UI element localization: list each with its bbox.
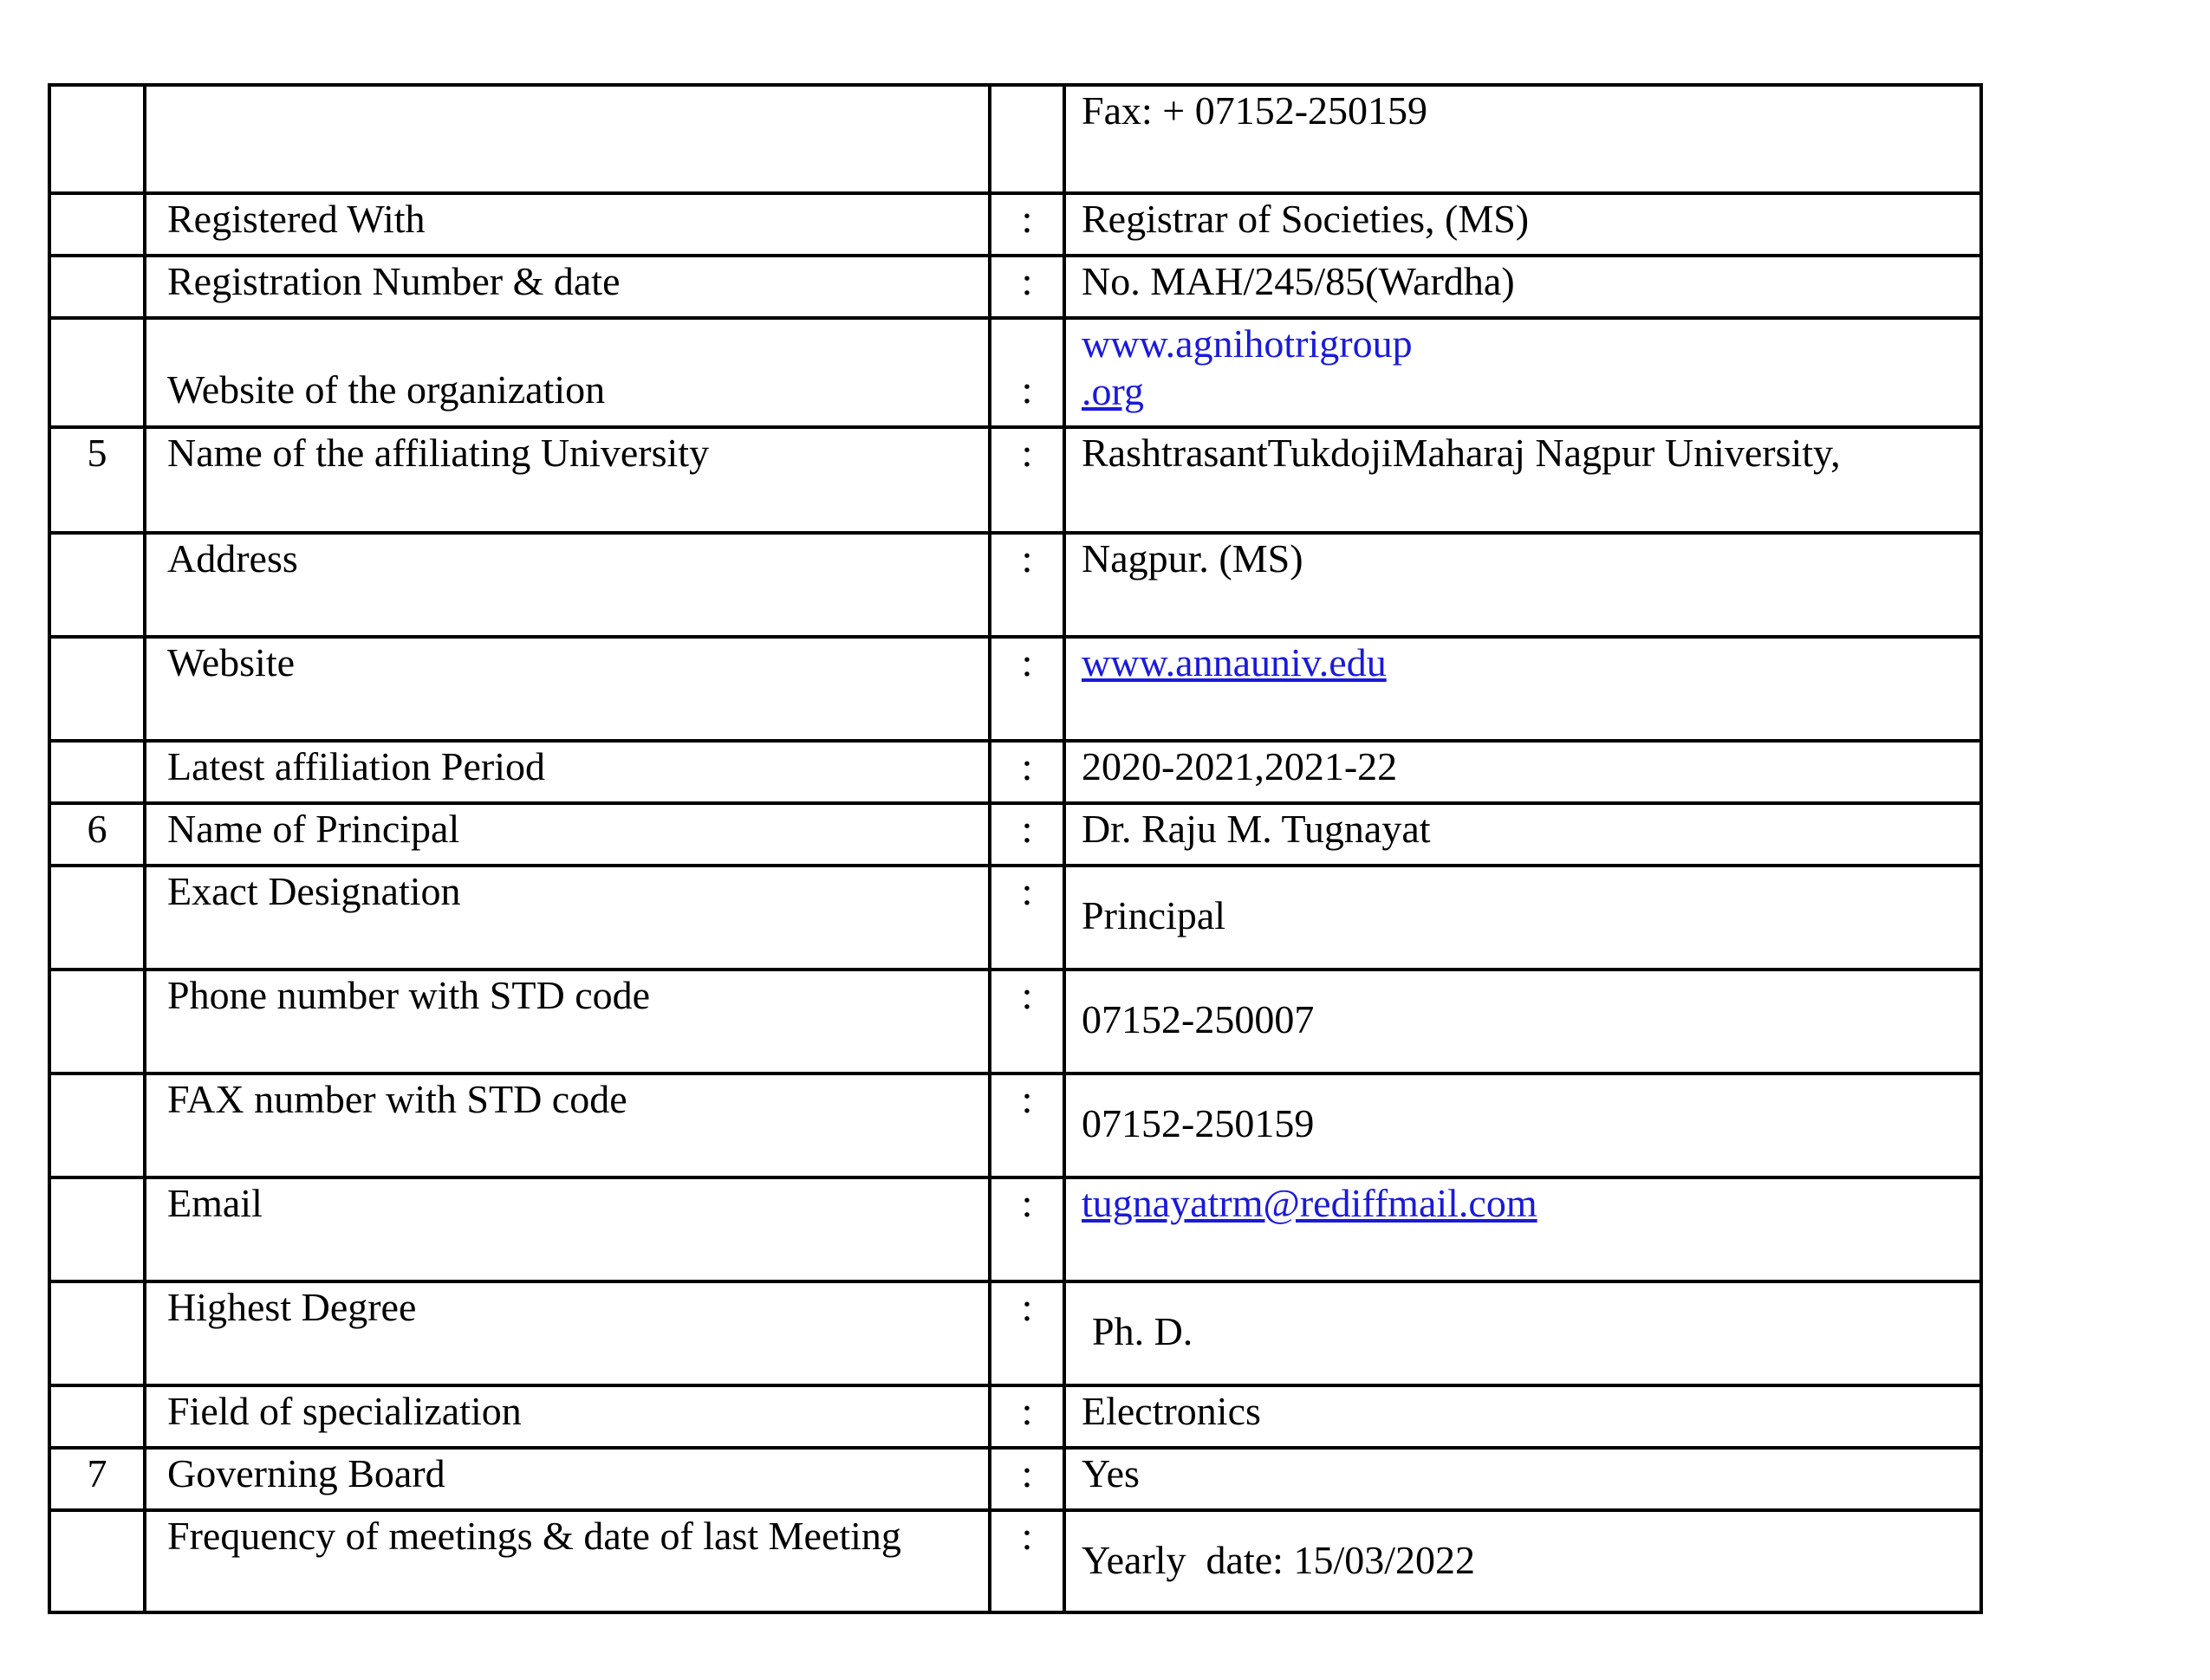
row-separator: : xyxy=(990,1510,1064,1612)
table-row xyxy=(49,193,1981,256)
table-row xyxy=(49,741,1981,803)
university-name-value: RashtrasantTukdojiMaharaj Nagpur University, xyxy=(1064,427,1981,533)
email-value xyxy=(1064,1177,1981,1281)
row-separator: : xyxy=(990,866,1064,970)
university-website-value xyxy=(1064,637,1981,741)
row-separator xyxy=(990,85,1064,193)
row-label: Address xyxy=(145,533,990,637)
row-number xyxy=(49,1177,145,1281)
table-row xyxy=(49,1385,1981,1448)
row-separator: : xyxy=(990,803,1064,866)
university-website-link[interactable]: www.annauniv.edu xyxy=(1082,640,1387,684)
table-row xyxy=(49,85,1981,193)
row-label: Website of the organization xyxy=(145,318,990,427)
row-separator: : xyxy=(990,1177,1064,1281)
row-separator: : xyxy=(990,1281,1064,1385)
meeting-frequency-value: Yearly date: 15/03/2022 xyxy=(1064,1510,1981,1612)
row-separator: : xyxy=(990,256,1064,318)
org-website-link-line1[interactable]: www.agnihotrigroup xyxy=(1082,321,1413,366)
phone-value: 07152-250007 xyxy=(1064,970,1981,1074)
row-label: Exact Designation xyxy=(145,866,990,970)
row-label: FAX number with STD code xyxy=(145,1074,990,1177)
row-number: 6 xyxy=(49,803,145,866)
row-separator: : xyxy=(990,318,1064,427)
table-row xyxy=(49,1510,1981,1612)
row-separator: : xyxy=(990,1448,1064,1510)
row-label: Name of Principal xyxy=(145,803,990,866)
row-label: Frequency of meetings & date of last Meeting xyxy=(145,1510,990,1612)
table-row xyxy=(49,427,1981,533)
row-number xyxy=(49,741,145,803)
row-label: Website xyxy=(145,637,990,741)
registered-with-value: Registrar of Societies, (MS) xyxy=(1064,193,1981,256)
row-number: 5 xyxy=(49,427,145,533)
row-separator: : xyxy=(990,741,1064,803)
fax-value: Fax: + 07152-250159 xyxy=(1064,85,1981,193)
row-number xyxy=(49,1385,145,1448)
org-website-link-line2[interactable]: .org xyxy=(1082,369,1144,414)
row-label xyxy=(145,85,990,193)
row-separator: : xyxy=(990,427,1064,533)
governing-board-value: Yes xyxy=(1064,1448,1981,1510)
row-label: Phone number with STD code xyxy=(145,970,990,1074)
row-separator: : xyxy=(990,533,1064,637)
affiliation-period-value: 2020-2021,2021-22 xyxy=(1064,741,1981,803)
table-row xyxy=(49,318,1981,427)
fax-number-value: 07152-250159 xyxy=(1064,1074,1981,1177)
table-row xyxy=(49,803,1981,866)
row-separator: : xyxy=(990,193,1064,256)
table-row xyxy=(49,1177,1981,1281)
row-number xyxy=(49,970,145,1074)
degree-value: Ph. D. xyxy=(1064,1281,1981,1385)
row-number xyxy=(49,1281,145,1385)
row-label: Governing Board xyxy=(145,1448,990,1510)
table-row xyxy=(49,1448,1981,1510)
principal-name-value: Dr. Raju M. Tugnayat xyxy=(1064,803,1981,866)
row-number xyxy=(49,1510,145,1612)
institution-info-table xyxy=(48,83,1983,1614)
registration-number-value: No. MAH/245/85(Wardha) xyxy=(1064,256,1981,318)
row-separator: : xyxy=(990,970,1064,1074)
row-number: 7 xyxy=(49,1448,145,1510)
email-link[interactable]: tugnayatrm@rediffmail.com xyxy=(1082,1181,1537,1225)
row-label: Latest affiliation Period xyxy=(145,741,990,803)
row-separator: : xyxy=(990,1385,1064,1448)
row-label: Name of the affiliating University xyxy=(145,427,990,533)
row-label: Registration Number & date xyxy=(145,256,990,318)
row-separator: : xyxy=(990,637,1064,741)
table-row xyxy=(49,866,1981,970)
row-number xyxy=(49,193,145,256)
org-website-value xyxy=(1064,318,1981,427)
specialization-value: Electronics xyxy=(1064,1385,1981,1448)
table-row xyxy=(49,256,1981,318)
row-number xyxy=(49,256,145,318)
designation-value: Principal xyxy=(1064,866,1981,970)
row-label: Highest Degree xyxy=(145,1281,990,1385)
row-number xyxy=(49,318,145,427)
row-label: Registered With xyxy=(145,193,990,256)
row-label: Email xyxy=(145,1177,990,1281)
row-number xyxy=(49,1074,145,1177)
address-value: Nagpur. (MS) xyxy=(1064,533,1981,637)
table-row xyxy=(49,533,1981,637)
row-number xyxy=(49,533,145,637)
row-number xyxy=(49,637,145,741)
row-label: Field of specialization xyxy=(145,1385,990,1448)
row-separator: : xyxy=(990,1074,1064,1177)
table-row xyxy=(49,637,1981,741)
table-row xyxy=(49,1281,1981,1385)
table-row xyxy=(49,970,1981,1074)
row-number xyxy=(49,85,145,193)
row-number xyxy=(49,866,145,970)
table-row xyxy=(49,1074,1981,1177)
